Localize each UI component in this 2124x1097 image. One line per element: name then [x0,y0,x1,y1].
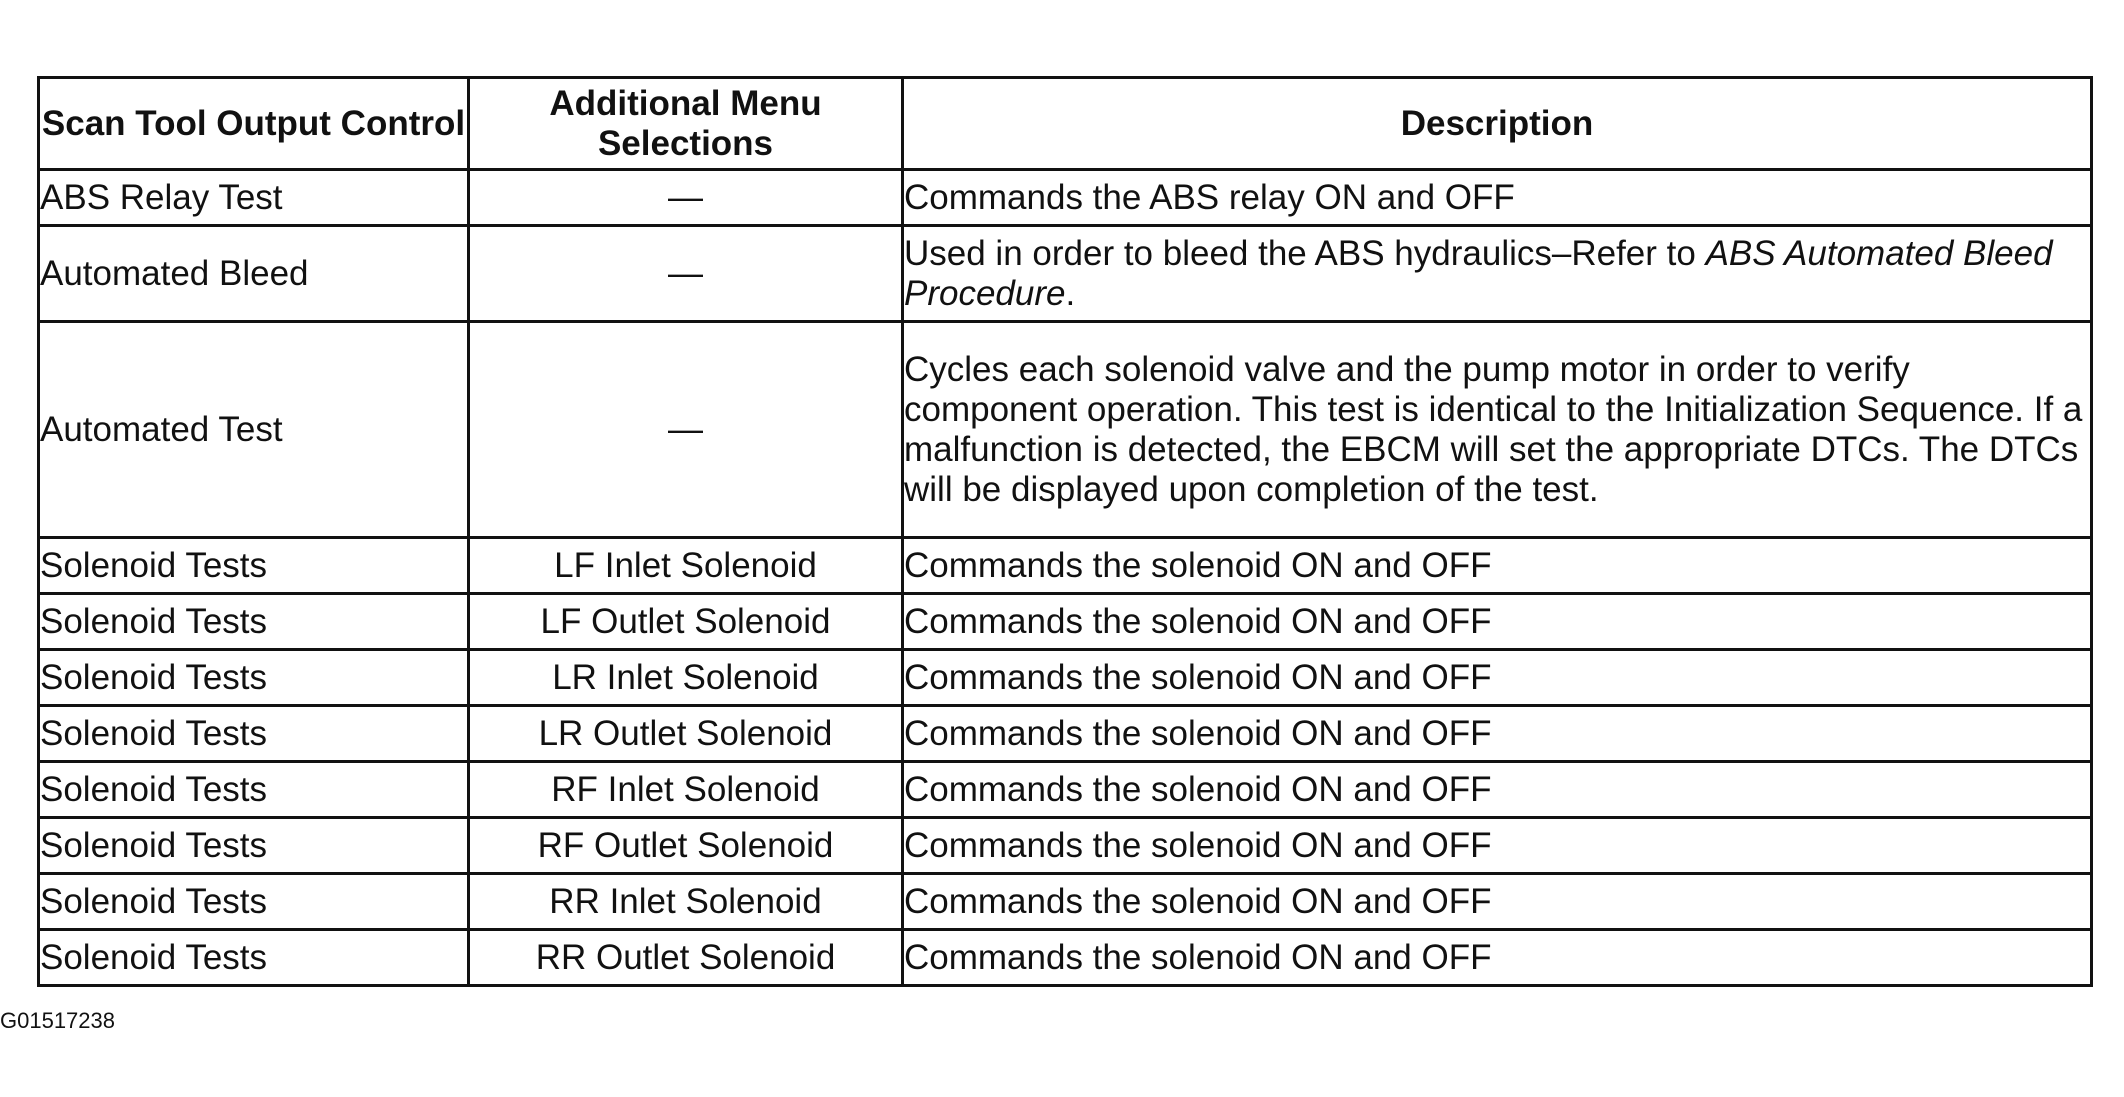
scan-tool-output-control-table [37,76,2093,987]
table-row [39,762,2092,818]
control-cell: Solenoid Tests [39,650,469,706]
menu-cell: RF Inlet Solenoid [469,762,903,818]
header-additional-menu-selections: Additional Menu Selections [469,78,903,170]
description-cell: Commands the ABS relay ON and OFF [903,170,2092,226]
table-row [39,650,2092,706]
control-cell: Automated Bleed [39,226,469,322]
table-row [39,170,2092,226]
table-row [39,818,2092,874]
description-cell: Commands the solenoid ON and OFF [903,594,2092,650]
table-row [39,930,2092,986]
header-description: Description [903,78,2092,170]
control-cell: Solenoid Tests [39,706,469,762]
table-row [39,874,2092,930]
menu-cell: LR Outlet Solenoid [469,706,903,762]
menu-cell: LF Inlet Solenoid [469,538,903,594]
table-row [39,594,2092,650]
header-row [39,78,2092,170]
description-cell: Commands the solenoid ON and OFF [903,762,2092,818]
menu-cell: LF Outlet Solenoid [469,594,903,650]
table-row [39,226,2092,322]
header-scan-tool-output-control: Scan Tool Output Control [39,78,469,170]
table-row [39,538,2092,594]
control-cell: Solenoid Tests [39,762,469,818]
table-row [39,322,2092,538]
table-row [39,706,2092,762]
control-cell: Solenoid Tests [39,874,469,930]
control-cell: Solenoid Tests [39,818,469,874]
description-cell: Commands the solenoid ON and OFF [903,930,2092,986]
menu-cell: LR Inlet Solenoid [469,650,903,706]
description-text: Used in order to bleed the ABS hydraulics–Refer to [904,233,1706,273]
control-cell: Solenoid Tests [39,594,469,650]
menu-cell: RR Outlet Solenoid [469,930,903,986]
description-cell: Commands the solenoid ON and OFF [903,706,2092,762]
menu-cell: — [469,322,903,538]
control-cell: Automated Test [39,322,469,538]
description-cell [903,226,2092,322]
menu-cell: RR Inlet Solenoid [469,874,903,930]
menu-cell: — [469,226,903,322]
menu-cell: RF Outlet Solenoid [469,818,903,874]
menu-cell: — [469,170,903,226]
figure-id: G01517238 [0,1008,115,1033]
description-text-end: . [1065,273,1076,313]
control-cell: Solenoid Tests [39,930,469,986]
description-cell: Cycles each solenoid valve and the pump motor in order to verify component operation. This test is identical to the Initialization Sequence. If a malfunction is detected, the EBCM will set the appropriate DTCs. The DTCs will be displayed upon completion of the test. [903,322,2092,538]
description-cell: Commands the solenoid ON and OFF [903,818,2092,874]
control-cell: Solenoid Tests [39,538,469,594]
description-cell: Commands the solenoid ON and OFF [903,874,2092,930]
description-cell: Commands the solenoid ON and OFF [903,538,2092,594]
description-cell: Commands the solenoid ON and OFF [903,650,2092,706]
control-cell: ABS Relay Test [39,170,469,226]
procedure-reference: ABS Automated Bleed Procedure [904,233,2053,313]
